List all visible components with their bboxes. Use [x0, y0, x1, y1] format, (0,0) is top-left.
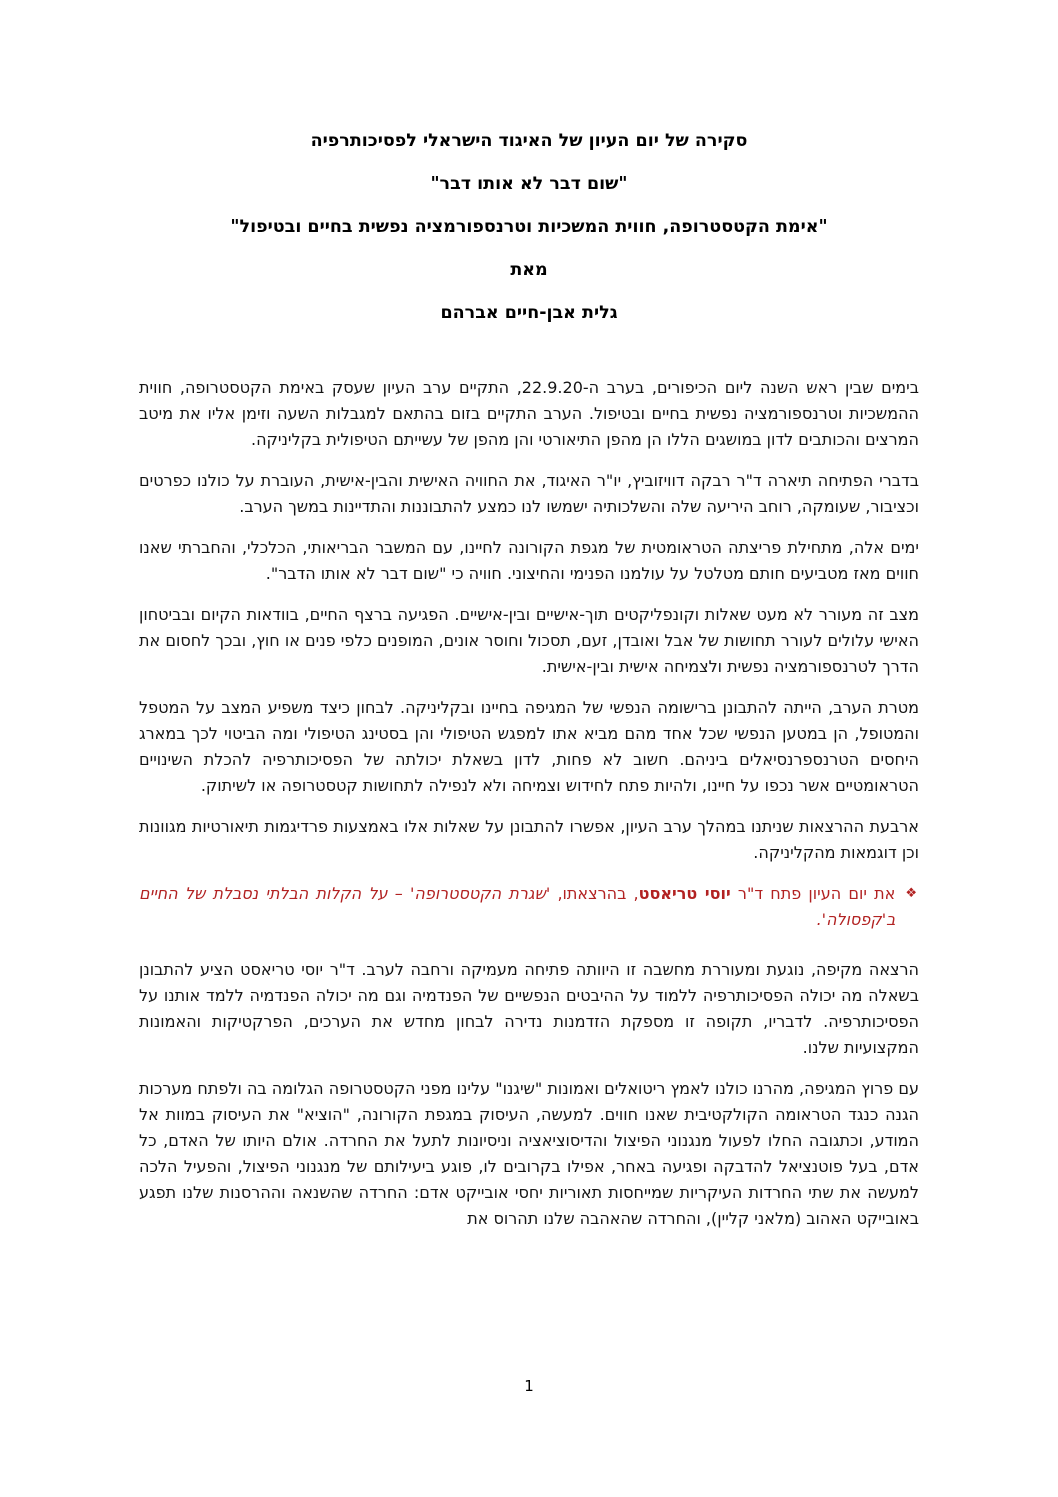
paragraph-evening-goal: מטרת הערב, הייתה להתבונן ברישומה הנפשי של המגיפה בחיינו ובקליניקה. לבחון כיצד משפיע המצב על המטפל והמטופל, הן במטען הנפשי שכל אחד מהם מביא אתו למפגש הטיפולי והן בסטינג הטיפולי ומה הביטוי לכך במארג היחסים הטרנספרנסיאלים ביניהם. חשוב לא פחות, לדון בשאלת יכולתה של הפסיכותרפיה להכלת השינויים הטראומטיים אשר נכפו על חיינו, ולהיות פתח לחידוש וצמיחה ולא לנפילה לתחושות קטסטרופה או לשיתוק.: [139, 698, 919, 795]
paragraph-rituals: עם פרוץ המגיפה, מהרנו כולנו לאמץ ריטואלים ואמונות "שיגנו" עלינו מפני הקטסטרופה הגלומה בה ולפתח מערכות הגנה כנגד הטראומה הקולקטיבית שאנו חווים. למעשה, העיסוק במגפת הקורונה, "הוציא" את העיסוק במוות אל המודע, וכתגובה החלו לפעול מנגנוני הפיצול והדיסוציאציה וניסיונות לתעל את החרדה. אולם היותו של האדם, כל אדם, בעל פוטנציאל להדבקה ופגיעה באחר, אפילו בקרובים לו, פוגע ביעילותם של מנגנוני הפיצול, והפעיל הלכה למעשה את שתי החרדות העיקריות שמייחסות תאוריות יחסי אובייקט אדם: החרדה שהשנאה וההרסנות שלנו תפגע באובייקט האהוב (מלאני קליין), והחרדה שהאהבה שלנו תהרוס את: [139, 1079, 919, 1228]
title-line-1: סקירה של יום העיון של האיגוד הישראלי לפסיכותרפיה: [310, 131, 748, 151]
lecture-bullet-item: [139, 881, 917, 933]
paragraph-conflicts: מצב זה מעורר לא מעט שאלות וקונפליקטים תוך-אישיים ובין-אישיים. הפגיעה ברצף החיים, בוודאות הקיום ובביטחון האישי עלולים לעורר תחושות של אבל ואובדן, זעם, תסכול וחוסר אונים, המופנים כלפי פנים או חוץ, ובכך לחסום את הדרך לטרנספורמציה נפשית ולצמיחה אישית ובין-אישית.: [139, 605, 919, 676]
paragraph-lecture-summary: הרצאה מקיפה, נוגעת ומעוררת מחשבה זו היוותה פתיחה מעמיקה ורחבה לערב. ד"ר יוסי טריאסט הציע להתבונן בשאלה מה יכולה הפסיכותרפיה ללמוד על ההיבטים הנפשיים של הפנדמיה וגם מה יכולה הפנדמיה ללמד אותנו על הפסיכותרפיה. לדבריו, תקופה זו מספקת הזדמנות נדירה לבחון מחדש את הערכים, הפרקטיקות והאמונות המקצועיות שלנו.: [139, 960, 919, 1057]
title-block: [139, 0, 919, 323]
paragraph-opening-remarks: בדברי הפתיחה תיארה ד"ר רבקה דוויזוביץ, יו"ר האיגוד, את החוויה האישית והבין-אישית, העוברת על כולנו כפרטים וכציבור, שעומקה, רוחב היריעה שלה והשלכותיה ישמשו לנו כמצע להתבוננות והתדיינות במשך הערב.: [139, 471, 919, 516]
bullet-prefix: את יום העיון פתח ד"ר: [730, 884, 896, 903]
body-block: [139, 346, 919, 1232]
diamond-bullet-icon: ❖: [905, 886, 917, 901]
paragraph-intro: בימים שבין ראש השנה ליום הכיפורים, בערב ה-22.9.20, התקיים ערב העיון שעסק באימת הקטסטרופה, חווית ההמשכיות וטרנספורמציה נפשית בחיים ובטיפול. הערב התקיים בזום בהתאם למגבלות השעה וזימן אליו את מיטב המרצים והכותבים לדון במושגים הללו הן מהפן התיאורטי והן מהפן של עשייתם הטיפולית בקליניקה.: [139, 378, 919, 449]
paragraph-pandemic-days: ימים אלה, מתחילת פריצתה הטראומטית של מגפת הקורונה לחיינו, עם המשבר הבריאותי, הכלכלי, והחברתי שאנו חווים מאז מטביעים חותם מטלטל על עולמנו הפנימי והחיצוני. חוויה כי "שום דבר לא אותו הדבר".: [139, 538, 919, 583]
bullet-mid: , בהרצאתו,: [550, 884, 639, 903]
lecturer-name: יוסי טריאסט: [638, 884, 731, 903]
lecture-title: 'שגרת הקטסטרופה' – על הקלות הבלתי נסבלת של החיים ב'קפסולה'.: [139, 884, 896, 929]
byline-label: מאת: [510, 260, 548, 280]
paragraph-four-lectures: ארבעת ההרצאות שניתנו במהלך ערב העיון, אפשרו להתבונן על שאלות אלו באמצעות פרדיגמות תיאורטיות מגוונות וכן דוגמאות מהקליניקה.: [139, 817, 919, 862]
title-line-3: "אימת הקטסטרופה, חווית המשכיות וטרנספורמציה נפשית בחיים ובטיפול": [230, 217, 828, 237]
author-name: גלית אבן-חיים אברהם: [440, 303, 618, 323]
document-content: [139, 0, 919, 1247]
title-line-2: "שום דבר לא אותו דבר": [430, 174, 628, 194]
page-number: 1: [524, 1377, 534, 1395]
lecture-bullet-text: [139, 881, 895, 933]
